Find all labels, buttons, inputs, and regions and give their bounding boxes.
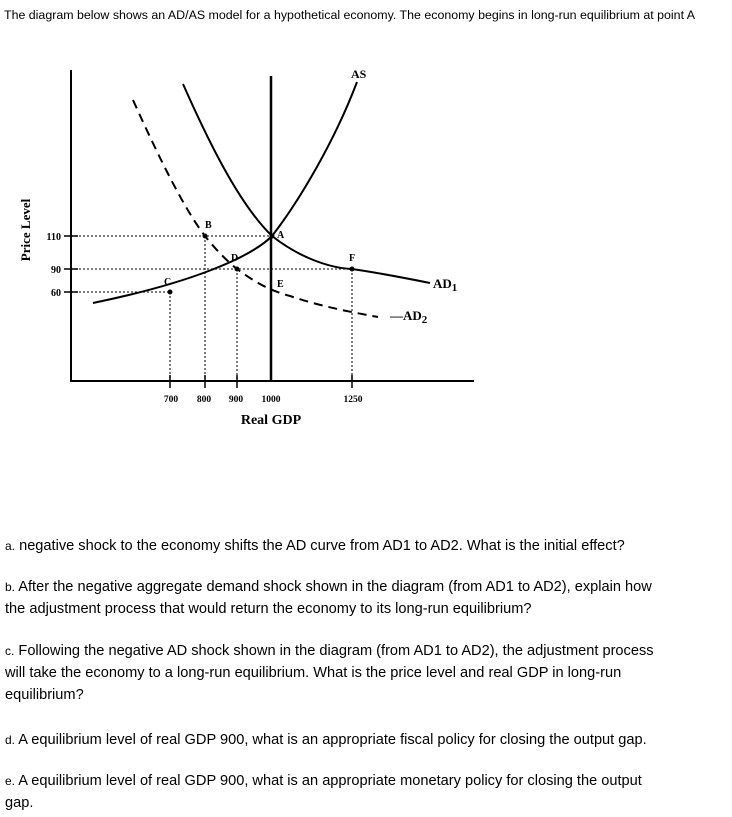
x-axis-label: Real GDP bbox=[240, 413, 302, 428]
y-axis-label: Price Level bbox=[18, 198, 33, 262]
x-tick-1250: 1250 bbox=[343, 395, 363, 405]
ad2-label-sub: 2 bbox=[421, 314, 428, 326]
question-text-line: Following the negative AD shock shown in the diagram (from AD1 to AD2), the adjustment process bbox=[18, 643, 654, 659]
point-label-b: B bbox=[205, 220, 212, 231]
question-text-line: will take the economy to a long-run equilibrium. What is the price level and real GDP in long-run bbox=[5, 665, 622, 681]
question-letter: b. bbox=[5, 580, 16, 594]
point-label-a: A bbox=[277, 230, 285, 241]
y-tick-90: 90 bbox=[51, 265, 61, 276]
question-a bbox=[5, 535, 727, 557]
question-e bbox=[5, 770, 727, 814]
x-tick-800: 800 bbox=[196, 395, 212, 405]
question-text-line: the adjustment process that would return the economy to its long-run equilibrium? bbox=[5, 601, 532, 617]
question-d bbox=[5, 729, 727, 751]
x-tick-700: 700 bbox=[163, 395, 179, 405]
point-label-c: C bbox=[164, 277, 172, 288]
question-letter: a. bbox=[5, 539, 16, 553]
question-text: negative shock to the economy shifts the AD curve from AD1 to AD2. What is the initial effect? bbox=[19, 538, 625, 554]
as-curve bbox=[93, 82, 357, 303]
as-label: AS bbox=[351, 67, 367, 81]
point-label-d: D bbox=[231, 253, 239, 264]
ad2-label bbox=[389, 308, 428, 326]
x-tick-900: 900 bbox=[228, 395, 244, 405]
ad2-label-main: AD bbox=[403, 308, 422, 323]
ad1-label-main: AD bbox=[433, 276, 452, 291]
question-b bbox=[5, 576, 727, 620]
intro-text: The diagram below shows an AD/AS model for a hypothetical economy. The economy begins in long-run equilibrium at point A bbox=[4, 8, 696, 22]
point-label-e: E bbox=[277, 279, 284, 290]
question-text-line: gap. bbox=[5, 795, 34, 811]
question-text-line: After the negative aggregate demand shock shown in the diagram (from AD1 to AD2), explain how bbox=[18, 579, 652, 595]
y-tick-60: 60 bbox=[51, 288, 61, 299]
question-c bbox=[5, 640, 727, 706]
question-text-line: equilibrium? bbox=[5, 687, 84, 703]
y-tick-110: 110 bbox=[46, 232, 61, 243]
question-text-line: A equilibrium level of real GDP 900, what is an appropriate monetary policy for closing the output bbox=[18, 773, 642, 789]
point-label-f: F bbox=[349, 253, 356, 264]
question-letter: e. bbox=[5, 774, 16, 788]
x-tick-1000: 1000 bbox=[261, 395, 281, 405]
question-letter: c. bbox=[5, 644, 15, 658]
ad-as-diagram bbox=[0, 40, 480, 440]
ad1-label-sub: 1 bbox=[451, 282, 458, 294]
question-text: A equilibrium level of real GDP 900, what is an appropriate fiscal policy for closing the output gap. bbox=[18, 732, 647, 748]
question-letter: d. bbox=[5, 733, 16, 747]
ad2-label-dash: — bbox=[390, 308, 403, 323]
ad1-label bbox=[433, 276, 457, 294]
